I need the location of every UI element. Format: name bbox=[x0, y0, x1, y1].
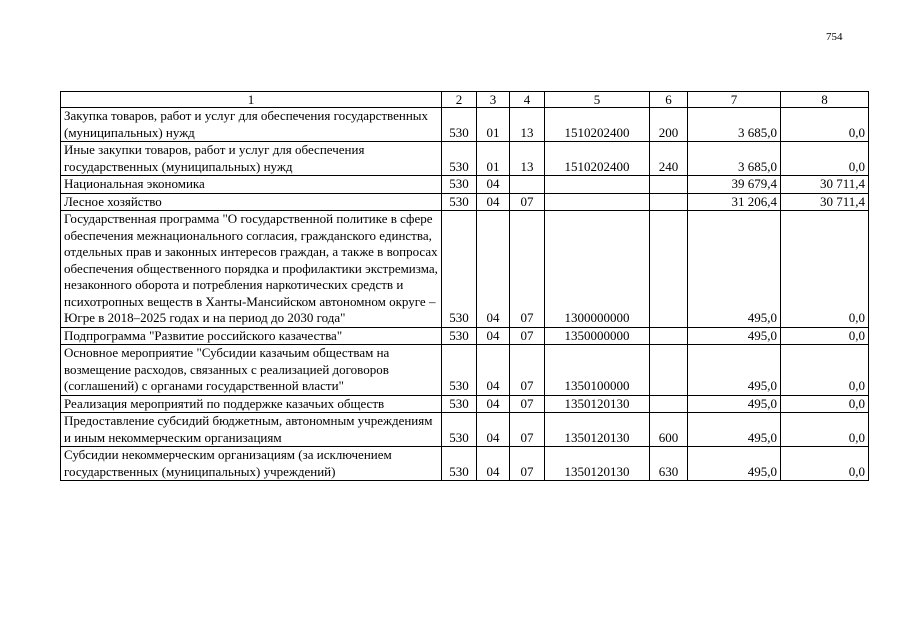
row-sum-2: 0,0 bbox=[781, 327, 869, 345]
row-vr bbox=[650, 395, 688, 413]
page-number: 754 bbox=[826, 31, 843, 43]
row-ved: 530 bbox=[442, 193, 477, 211]
row-pr: 07 bbox=[510, 395, 545, 413]
row-csr: 1350120130 bbox=[545, 447, 650, 481]
row-sum-1: 3 685,0 bbox=[688, 108, 781, 142]
row-rz: 01 bbox=[477, 108, 510, 142]
header-col-8: 8 bbox=[781, 92, 869, 108]
table-row bbox=[61, 142, 869, 176]
row-csr: 1350120130 bbox=[545, 395, 650, 413]
header-col-3: 3 bbox=[477, 92, 510, 108]
row-csr: 1300000000 bbox=[545, 211, 650, 328]
budget-table bbox=[60, 91, 869, 481]
row-sum-2: 0,0 bbox=[781, 447, 869, 481]
row-csr: 1510202400 bbox=[545, 142, 650, 176]
row-sum-2: 0,0 bbox=[781, 345, 869, 396]
table-row bbox=[61, 108, 869, 142]
row-pr: 07 bbox=[510, 413, 545, 447]
row-csr: 1350120130 bbox=[545, 413, 650, 447]
row-pr: 07 bbox=[510, 447, 545, 481]
row-pr: 07 bbox=[510, 345, 545, 396]
row-vr bbox=[650, 345, 688, 396]
table-row bbox=[61, 395, 869, 413]
header-col-1: 1 bbox=[61, 92, 442, 108]
row-sum-1: 495,0 bbox=[688, 327, 781, 345]
row-sum-1: 495,0 bbox=[688, 447, 781, 481]
table-row bbox=[61, 413, 869, 447]
row-sum-2: 0,0 bbox=[781, 142, 869, 176]
row-ved: 530 bbox=[442, 327, 477, 345]
row-pr: 07 bbox=[510, 327, 545, 345]
row-name: Иные закупки товаров, работ и услуг для обеспечения государственных (муниципальных) нужд bbox=[61, 142, 442, 176]
row-ved: 530 bbox=[442, 211, 477, 328]
row-rz: 04 bbox=[477, 447, 510, 481]
table-row bbox=[61, 327, 869, 345]
row-rz: 04 bbox=[477, 176, 510, 194]
row-pr: 13 bbox=[510, 108, 545, 142]
header-col-7: 7 bbox=[688, 92, 781, 108]
row-sum-1: 31 206,4 bbox=[688, 193, 781, 211]
row-name: Национальная экономика bbox=[61, 176, 442, 194]
row-name: Реализация мероприятий по поддержке казачьих обществ bbox=[61, 395, 442, 413]
table-row bbox=[61, 193, 869, 211]
row-sum-1: 495,0 bbox=[688, 413, 781, 447]
header-col-2: 2 bbox=[442, 92, 477, 108]
row-sum-1: 39 679,4 bbox=[688, 176, 781, 194]
row-csr bbox=[545, 176, 650, 194]
row-pr: 13 bbox=[510, 142, 545, 176]
header-col-5: 5 bbox=[545, 92, 650, 108]
row-pr bbox=[510, 176, 545, 194]
row-csr: 1350100000 bbox=[545, 345, 650, 396]
row-ved: 530 bbox=[442, 447, 477, 481]
row-name: Лесное хозяйство bbox=[61, 193, 442, 211]
row-rz: 04 bbox=[477, 193, 510, 211]
row-name: Предоставление субсидий бюджетным, автономным учреждениям и иным некоммерческим организациям bbox=[61, 413, 442, 447]
row-ved: 530 bbox=[442, 395, 477, 413]
row-sum-2: 30 711,4 bbox=[781, 193, 869, 211]
row-ved: 530 bbox=[442, 345, 477, 396]
row-sum-2: 30 711,4 bbox=[781, 176, 869, 194]
row-name: Основное мероприятие "Субсидии казачьим обществам на возмещение расходов, связанных с реализацией договоров (соглашений) с органами государственной власти" bbox=[61, 345, 442, 396]
row-vr bbox=[650, 327, 688, 345]
row-rz: 04 bbox=[477, 211, 510, 328]
row-pr: 07 bbox=[510, 193, 545, 211]
header-col-4: 4 bbox=[510, 92, 545, 108]
row-sum-1: 3 685,0 bbox=[688, 142, 781, 176]
row-sum-1: 495,0 bbox=[688, 345, 781, 396]
row-rz: 04 bbox=[477, 345, 510, 396]
row-ved: 530 bbox=[442, 108, 477, 142]
row-sum-2: 0,0 bbox=[781, 211, 869, 328]
row-rz: 04 bbox=[477, 395, 510, 413]
row-vr: 240 bbox=[650, 142, 688, 176]
row-ved: 530 bbox=[442, 413, 477, 447]
row-ved: 530 bbox=[442, 142, 477, 176]
row-sum-2: 0,0 bbox=[781, 413, 869, 447]
row-name: Закупка товаров, работ и услуг для обеспечения государственных (муниципальных) нужд bbox=[61, 108, 442, 142]
row-ved: 530 bbox=[442, 176, 477, 194]
row-vr: 600 bbox=[650, 413, 688, 447]
row-name: Подпрограмма "Развитие российского казачества" bbox=[61, 327, 442, 345]
header-row bbox=[61, 92, 869, 108]
row-vr: 200 bbox=[650, 108, 688, 142]
row-sum-2: 0,0 bbox=[781, 108, 869, 142]
row-csr: 1350000000 bbox=[545, 327, 650, 345]
row-sum-2: 0,0 bbox=[781, 395, 869, 413]
table-row bbox=[61, 176, 869, 194]
row-name: Государственная программа "О государственной политике в сфере обеспечения межнационального согласия, гражданского единства, отдельных прав и законных интересов граждан, а также в вопросах обеспечения общественного порядка и профилактики экстремизма, незаконного оборота и потребления наркотических средств и психотропных веществ в Ханты-Мансийском автономном округе – Югре в 2018–2025 годах и на период до 2030 года" bbox=[61, 211, 442, 328]
row-name: Субсидии некоммерческим организациям (за исключением государственных (муниципальных) учреждений) bbox=[61, 447, 442, 481]
row-vr bbox=[650, 193, 688, 211]
row-vr: 630 bbox=[650, 447, 688, 481]
row-csr: 1510202400 bbox=[545, 108, 650, 142]
row-sum-1: 495,0 bbox=[688, 211, 781, 328]
table-row bbox=[61, 447, 869, 481]
row-rz: 04 bbox=[477, 413, 510, 447]
header-col-6: 6 bbox=[650, 92, 688, 108]
table-row bbox=[61, 211, 869, 328]
row-rz: 01 bbox=[477, 142, 510, 176]
row-vr bbox=[650, 211, 688, 328]
row-vr bbox=[650, 176, 688, 194]
row-rz: 04 bbox=[477, 327, 510, 345]
row-csr bbox=[545, 193, 650, 211]
row-sum-1: 495,0 bbox=[688, 395, 781, 413]
table-row bbox=[61, 345, 869, 396]
row-pr: 07 bbox=[510, 211, 545, 328]
